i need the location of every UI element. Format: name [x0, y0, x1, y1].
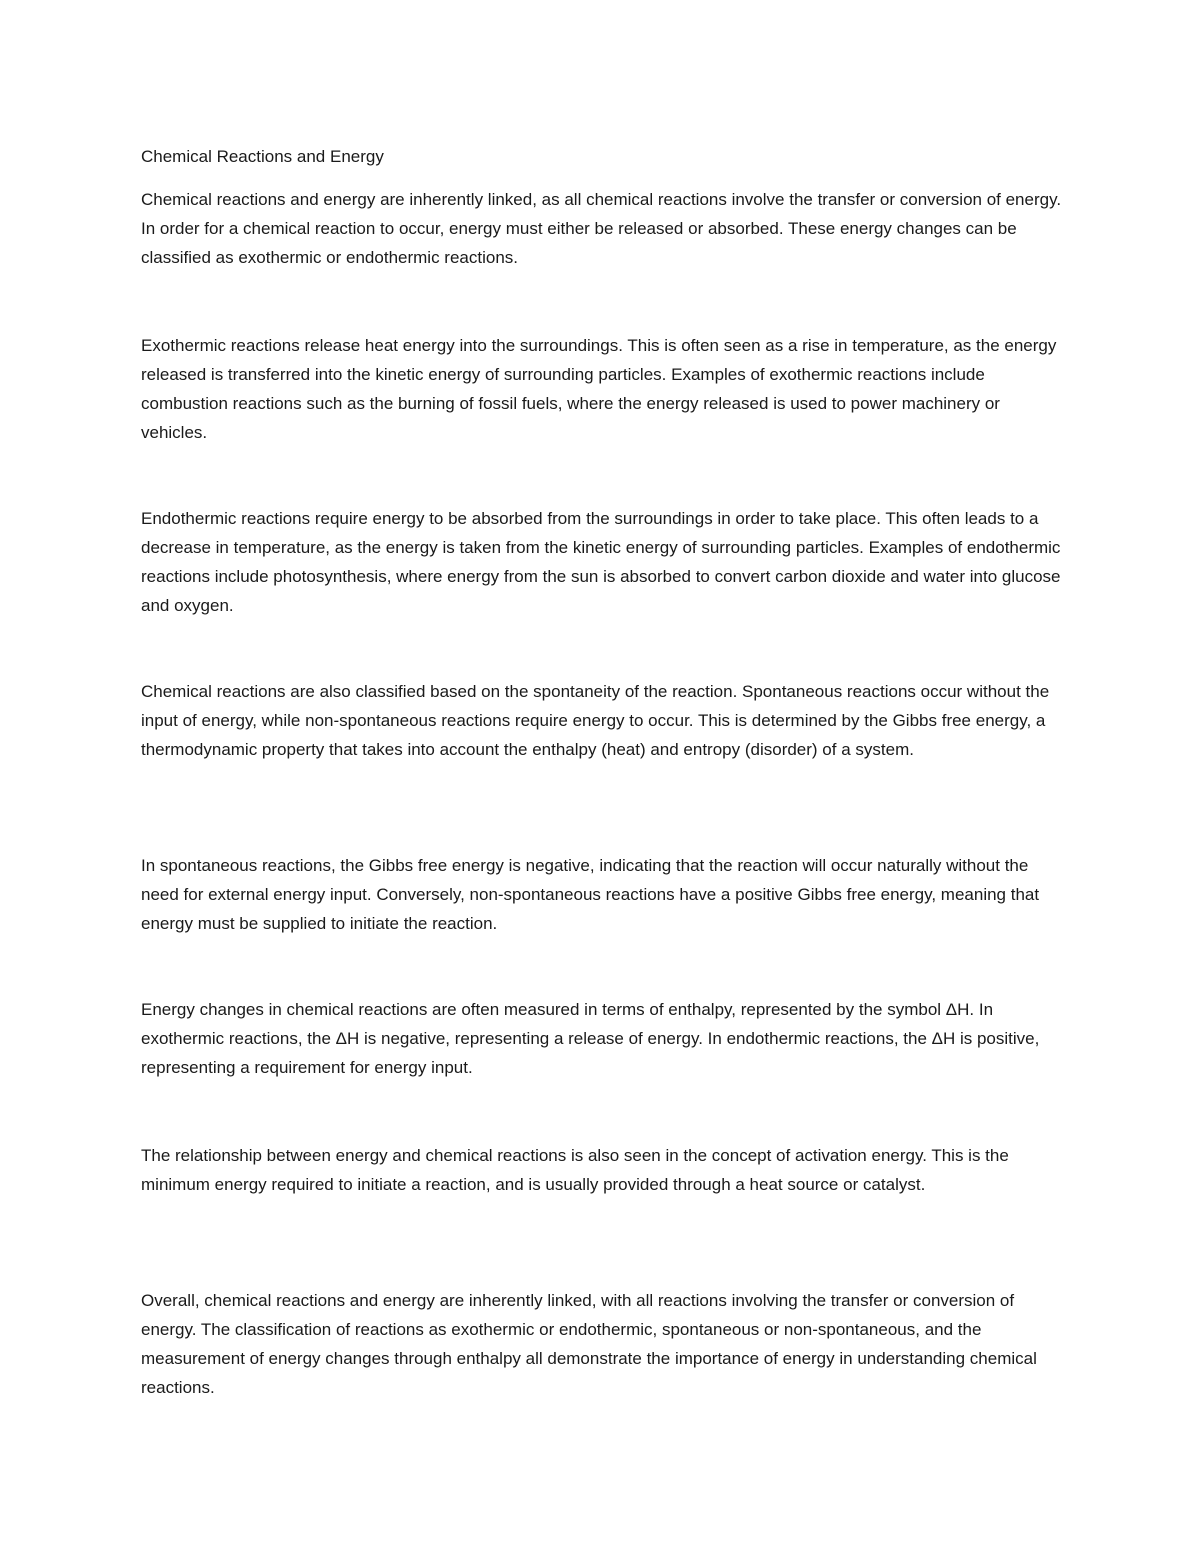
paragraph-enthalpy: Energy changes in chemical reactions are often measured in terms of enthalpy, represented by the symbol ΔH. In exothermic reactions, the ΔH is negative, representing a release of energy. In endothermic reactions, the ΔH is positive, representing a requirement for energy input.	[141, 1000, 1040, 1077]
paragraph-endothermic: Endothermic reactions require energy to be absorbed from the surroundings in order to take place. This often leads to a decrease in temperature, as the energy is taken from the kinetic energy of surrounding particles. Examples of endothermic reactions include photosynthesis, where energy from the sun is absorbed to convert carbon dioxide and water into glucose and oxygen.	[141, 509, 1061, 615]
paragraph-exothermic: Exothermic reactions release heat energy into the surroundings. This is often seen as a rise in temperature, as the energy released is transferred into the kinetic energy of surrounding particles. Examples of exothermic reactions include combustion reactions such as the burning of fossil fuels, where the energy released is used to power machinery or vehicles.	[141, 336, 1057, 442]
paragraph-spontaneity: Chemical reactions are also classified based on the spontaneity of the reaction. Spontaneous reactions occur without the input of energy, while non-spontaneous reactions require energy to occur. This is determined by the Gibbs free energy, a thermodynamic property that takes into account the enthalpy (heat) and entropy (disorder) of a system.	[141, 682, 1050, 759]
paragraph-activation-energy: The relationship between energy and chemical reactions is also seen in the concept of activation energy. This is the minimum energy required to initiate a reaction, and is usually provided through a heat source or catalyst.	[141, 1146, 1009, 1194]
document-page	[141, 0, 1066, 1553]
document-title: Chemical Reactions and Energy	[141, 147, 384, 166]
paragraph-conclusion: Overall, chemical reactions and energy are inherently linked, with all reactions involving the transfer or conversion of energy. The classification of reactions as exothermic or endothermic, spontaneous or non-spontaneous, and the measurement of energy changes through enthalpy all demonstrate the importance of energy in understanding chemical reactions.	[141, 1291, 1037, 1397]
paragraph-intro: Chemical reactions and energy are inherently linked, as all chemical reactions involve the transfer or conversion of energy. In order for a chemical reaction to occur, energy must either be released or absorbed. These energy changes can be classified as exothermic or endothermic reactions.	[141, 190, 1062, 267]
paragraph-gibbs: In spontaneous reactions, the Gibbs free energy is negative, indicating that the reaction will occur naturally without the need for external energy input. Conversely, non-spontaneous reactions have a positive Gibbs free energy, meaning that energy must be supplied to initiate the reaction.	[141, 856, 1040, 933]
